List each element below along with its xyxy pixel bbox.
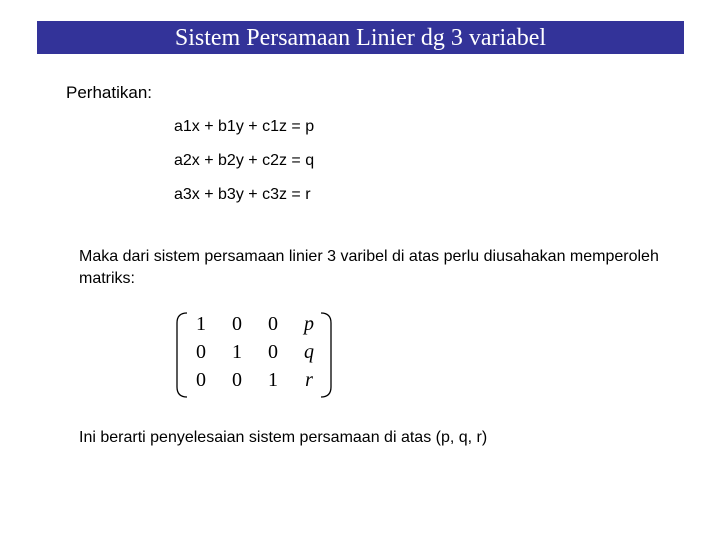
intro-label: Perhatikan: (66, 83, 152, 102)
matrix-cell: 1 (232, 340, 242, 363)
equation-list (174, 116, 314, 218)
matrix-cell: 0 (268, 312, 278, 335)
matrix-cell: 0 (232, 368, 242, 391)
equation-3: a3x + b3y + c3z = r (174, 186, 311, 203)
matrix-cell: 0 (196, 368, 206, 391)
augmented-matrix (175, 310, 335, 400)
conclusion-text: Ini berarti penyelesaian sistem persamaan di atas (p, q, r) (79, 429, 488, 446)
matrix-cell: p (304, 312, 314, 335)
matrix-cell: 1 (268, 368, 278, 391)
matrix-cell: 0 (196, 340, 206, 363)
matrix-table (183, 310, 327, 394)
matrix-row (183, 366, 327, 394)
slide-title: Sistem Persamaan Linier dg 3 variabel (174, 24, 547, 51)
matrix-cell: q (304, 340, 314, 363)
matrix-cell: r (305, 368, 313, 391)
explanation-paragraph: Maka dari sistem persamaan linier 3 varibel di atas perlu diusahakan memperoleh matriks: (79, 248, 659, 287)
equation-1: a1x + b1y + c1z = p (174, 118, 315, 135)
matrix-row (183, 310, 327, 338)
equation-2: a2x + b2y + c2z = q (174, 152, 315, 169)
matrix-row (183, 338, 327, 366)
matrix-cell: 0 (268, 340, 278, 363)
matrix-cell: 1 (196, 312, 206, 335)
matrix-cell: 0 (232, 312, 242, 335)
title-bar (37, 21, 684, 54)
